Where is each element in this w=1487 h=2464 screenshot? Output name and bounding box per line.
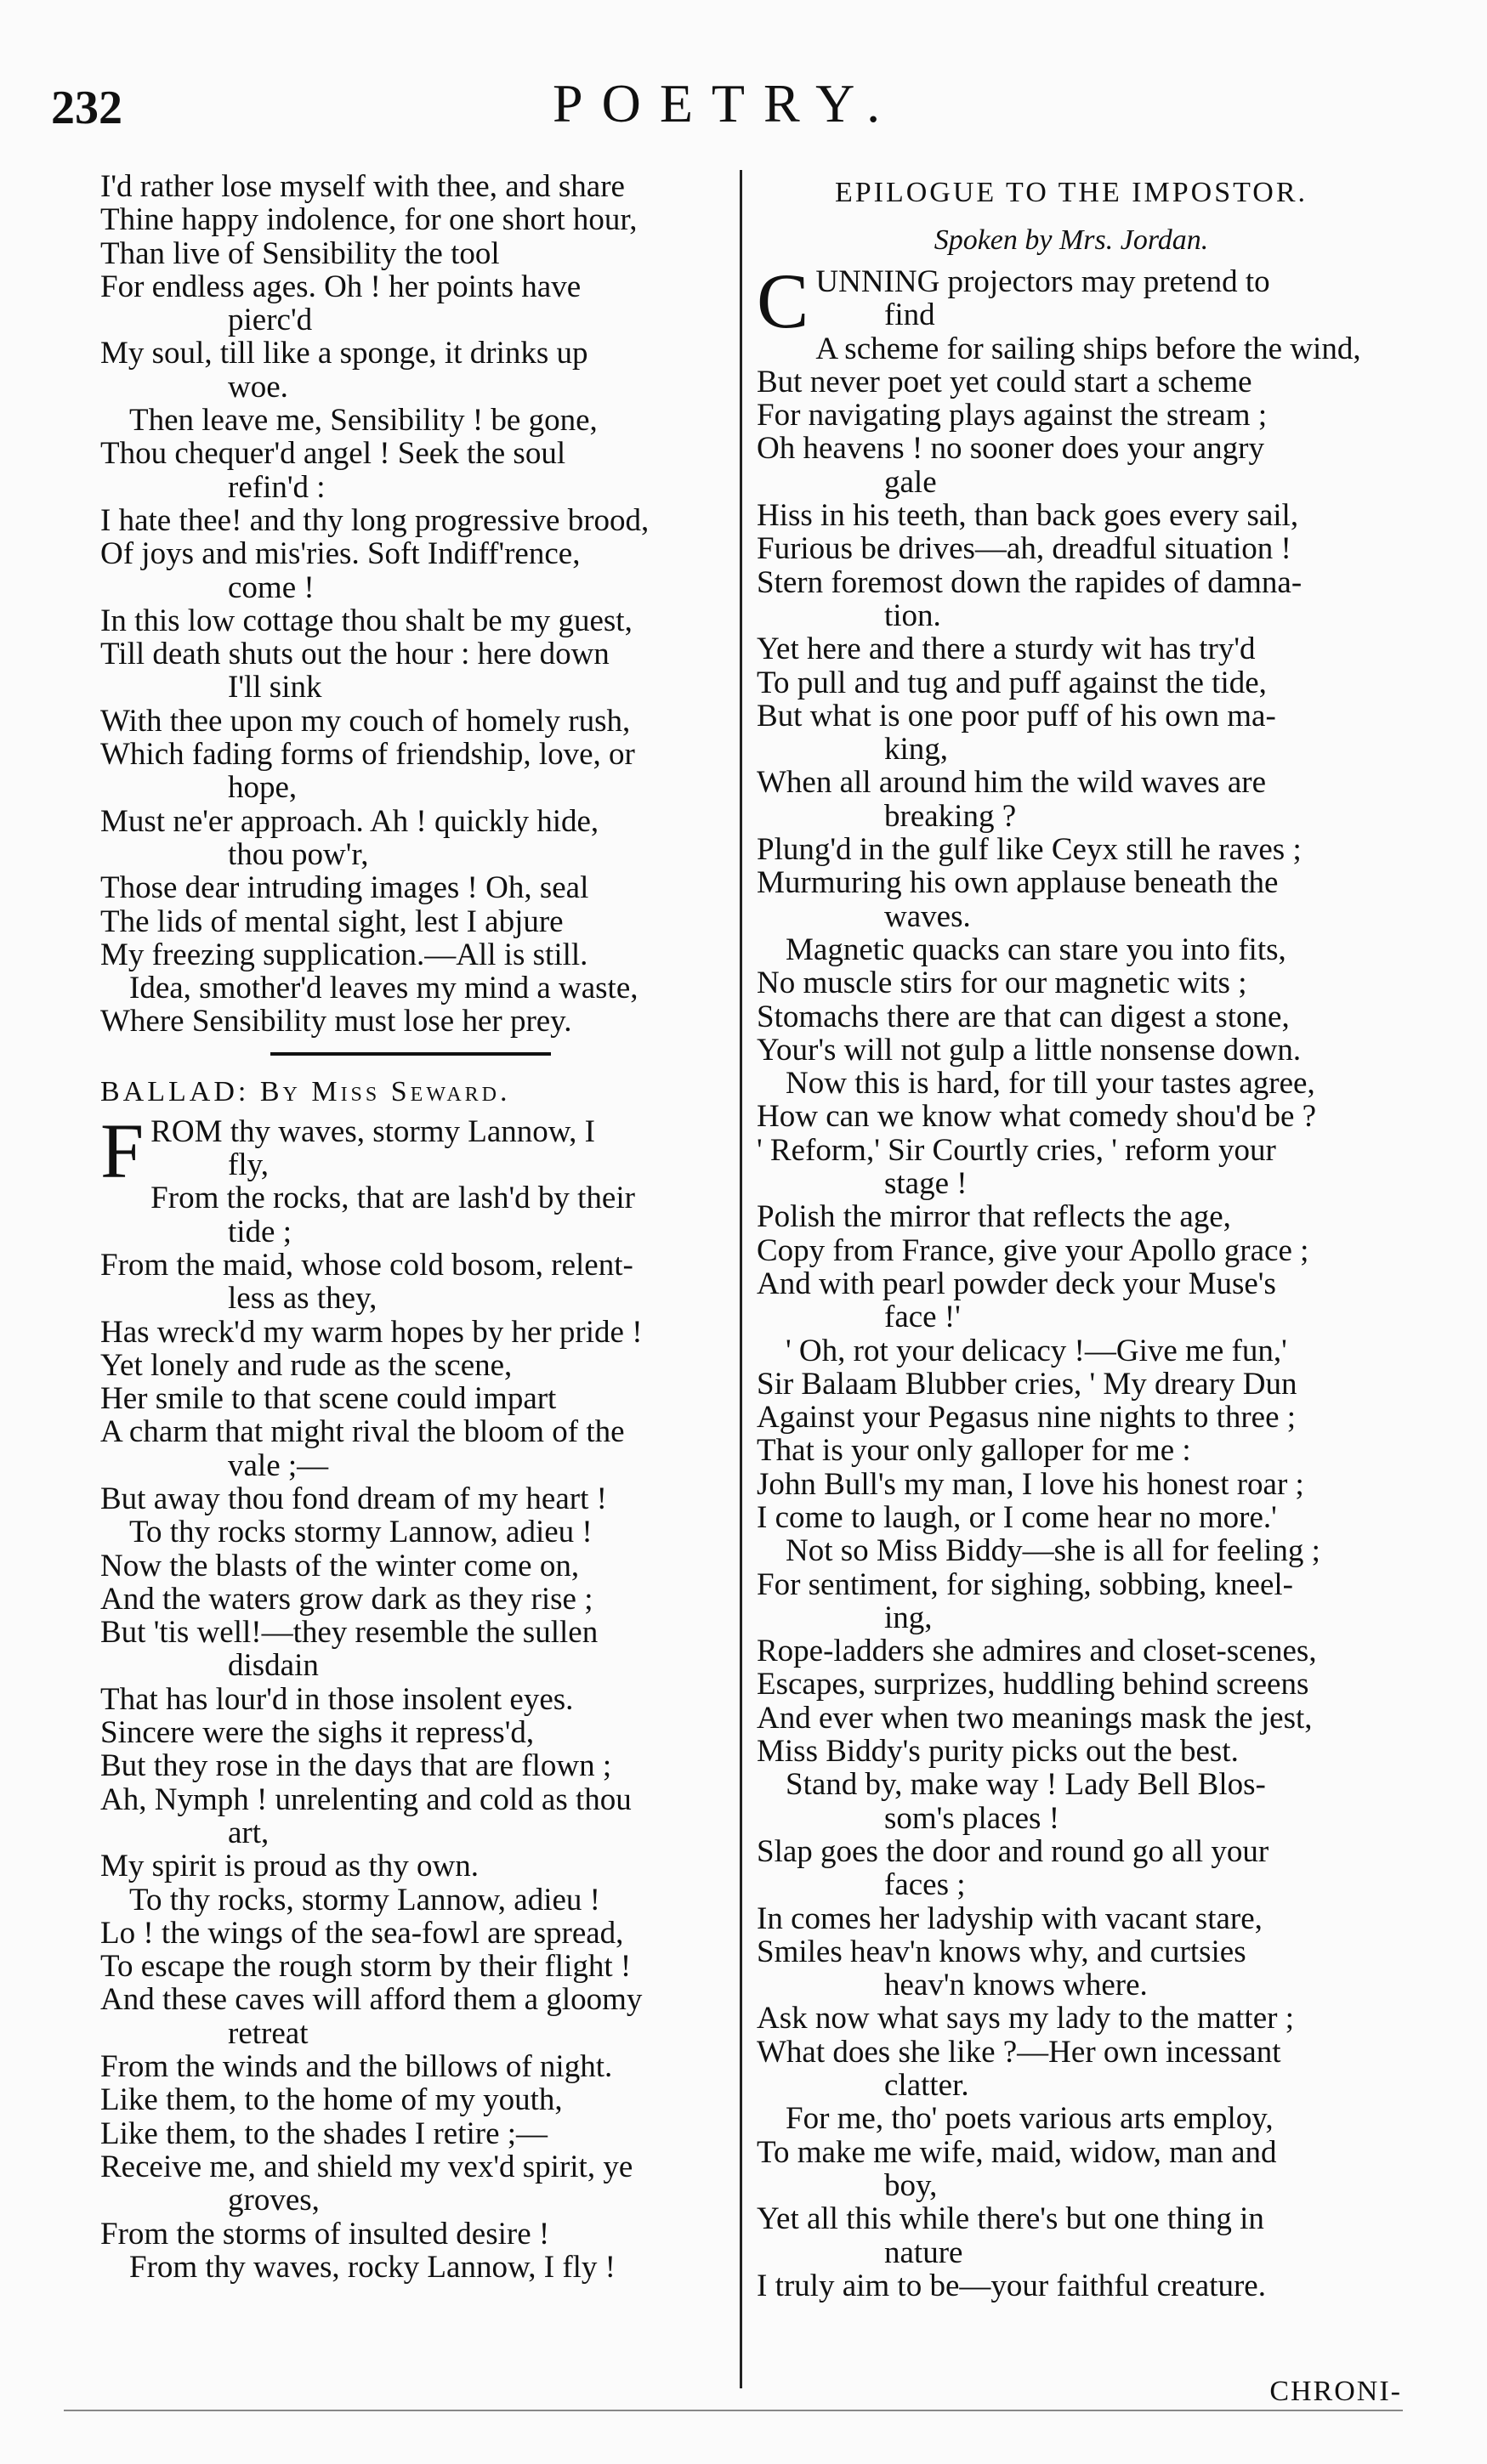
epilogue-line: I truly aim to be—your faithful creature. — [757, 2268, 1266, 2303]
ballad-line: Like them, to the home of my youth, — [100, 2082, 563, 2118]
epilogue-subtitle: Spoken by Mrs. Jordan. — [934, 224, 1209, 256]
ballad-line: That has lour'd in those insolent eyes. — [100, 1681, 574, 1717]
epilogue-line: Hiss in his teeth, than back goes every sail, — [757, 498, 1299, 534]
catchword: CHRONI- — [1269, 2376, 1402, 2407]
ballad-line: Her smile to that scene could impart — [100, 1381, 557, 1417]
epilogue-line: For me, tho' poets various arts employ, — [786, 2101, 1274, 2137]
epilogue-line: Against your Pegasus nine nights to three ; — [757, 1400, 1297, 1436]
epilogue-line: ing, — [884, 1600, 933, 1635]
epilogue-line: No muscle stirs for our magnetic wits ; — [757, 966, 1247, 1001]
ballad-line: From thy waves, rocky Lannow, I fly ! — [129, 2249, 616, 2285]
page-number: 232 — [51, 82, 122, 134]
ballad-title: BALLAD: — [100, 1075, 250, 1107]
epilogue-line: And ever when two meanings mask the jest, — [757, 1700, 1313, 1736]
epilogue-line: ' Oh, rot your delicacy !—Give me fun,' — [786, 1333, 1287, 1368]
right-column — [757, 170, 1386, 2303]
poem-line: refin'd : — [228, 469, 326, 505]
poem-line: I hate thee! and thy long progressive brood, — [100, 502, 650, 538]
epilogue-line: To pull and tug and puff against the tide, — [757, 665, 1267, 700]
epilogue-line: That is your only galloper for me : — [757, 1433, 1191, 1469]
ballad-line: tide ; — [228, 1214, 292, 1249]
epilogue-line: Sir Balaam Blubber cries, ' My dreary Dun — [757, 1366, 1297, 1402]
ballad-line: retreat — [228, 2015, 309, 2051]
poem-line: With thee upon my couch of homely rush, — [100, 703, 631, 739]
epilogue-line: faces ; — [884, 1867, 966, 1903]
ballad-line: Receive me, and shield my vex'd spirit, ye — [100, 2149, 633, 2184]
ballad-line: My spirit is proud as thy own. — [100, 1849, 480, 1884]
ballad-line: Like them, to the shades I retire ;— — [100, 2116, 548, 2151]
epilogue-line: Miss Biddy's purity picks out the best. — [757, 1734, 1239, 1770]
ballad-line: Now the blasts of the winter come on, — [100, 1548, 580, 1583]
poem-line: thou pow'r, — [228, 836, 369, 872]
ballad-line: Yet lonely and rude as the scene, — [100, 1347, 513, 1383]
epilogue-line: John Bull's my man, I love his honest roar ; — [757, 1466, 1304, 1502]
section-separator — [100, 1039, 729, 1069]
epilogue-line: Magnetic quacks can stare you into fits, — [786, 932, 1286, 967]
epilogue-line: I come to laugh, or I come hear no more.' — [757, 1499, 1277, 1535]
poem-line: Till death shuts out the hour : here down — [100, 637, 610, 672]
ballad-line: fly, — [228, 1147, 269, 1183]
poem-line: Thou chequer'd angel ! Seek the soul — [100, 436, 566, 472]
poem-line: Which fading forms of friendship, love, or — [100, 737, 635, 773]
epilogue-line: Plung'd in the gulf like Ceyx still he raves ; — [757, 832, 1302, 868]
epilogue-line: For navigating plays against the stream ; — [757, 398, 1268, 433]
poem-line: I'll sink — [228, 670, 322, 705]
epilogue-line: nature — [884, 2235, 963, 2270]
poem-line: I'd rather lose myself with thee, and share — [100, 169, 625, 204]
epilogue-line: Your's will not gulp a little nonsense down. — [757, 1032, 1302, 1068]
page-header — [51, 72, 1377, 149]
ballad-line: From the winds and the billows of night. — [100, 2049, 613, 2085]
poem-line: pierc'd — [228, 303, 313, 338]
ballad-line: From the storms of insulted desire ! — [100, 2216, 550, 2252]
epilogue-line: find — [884, 297, 935, 333]
ballad-line: To escape the rough storm by their flight ! — [100, 1949, 632, 1985]
epilogue-line: face !' — [884, 1300, 961, 1335]
epilogue-line: But never poet yet could start a scheme — [757, 364, 1252, 399]
ballad-line: But 'tis well!—they resemble the sullen — [100, 1615, 599, 1651]
column-divider — [740, 170, 742, 2388]
epilogue-line: boy, — [884, 2167, 938, 2203]
epilogue-line: In comes her ladyship with vacant stare, — [757, 1900, 1263, 1936]
epilogue-line: To make me wife, maid, widow, man and — [757, 2134, 1277, 2170]
epilogue-line: Slap goes the door and round go all your — [757, 1833, 1269, 1869]
epilogue-line: ' Reform,' Sir Courtly cries, ' reform your — [757, 1132, 1276, 1168]
epilogue-line: Copy from France, give your Apollo grace ; — [757, 1232, 1309, 1268]
epilogue-line: A scheme for sailing ships before the wind, — [815, 331, 1361, 366]
poem-line: My freezing supplication.—All is still. — [100, 937, 588, 972]
poem-line: Those dear intruding images ! Oh, seal — [100, 870, 589, 906]
ballad-line: To thy rocks, stormy Lannow, adieu ! — [129, 1882, 601, 1917]
epilogue-line: Yet all this while there's but one thing in — [757, 2201, 1264, 2237]
ballad-line: But they rose in the days that are flown ; — [100, 1748, 612, 1784]
epilogue-line: How can we know what comedy shou'd be ? — [757, 1099, 1317, 1135]
epilogue-title: EPILOGUE TO THE IMPOSTOR. — [834, 177, 1308, 208]
epilogue-line: Murmuring his own applause beneath the — [757, 865, 1279, 901]
epilogue-line: Stern foremost down the rapides of damna- — [757, 564, 1303, 600]
ballad-lines — [100, 1148, 729, 2284]
epilogue-line: And with pearl powder deck your Muse's — [757, 1266, 1276, 1301]
poem-line: For endless ages. Oh ! her points have — [100, 269, 582, 304]
epilogue-line: clatter. — [884, 2068, 969, 2104]
ballad-line: disdain — [228, 1648, 319, 1684]
poem-line: My soul, till like a sponge, it drinks up — [100, 336, 588, 371]
poem-line: Thine happy indolence, for one short hour, — [100, 202, 638, 238]
epilogue-line: Yet here and there a sturdy wit has try'd — [757, 632, 1256, 667]
poem-line: come ! — [228, 569, 315, 605]
poem-line: Must ne'er approach. Ah ! quickly hide, — [100, 803, 599, 839]
epilogue-line: Stomachs there are that can digest a stone, — [757, 999, 1290, 1034]
epilogue-line: king, — [884, 732, 949, 768]
ballad-line: And the waters grow dark as they rise ; — [100, 1581, 593, 1617]
ballad-line: From the rocks, that are lash'd by their — [150, 1181, 635, 1216]
epilogue-line: som's places ! — [884, 1800, 1060, 1836]
epilogue-line: Now this is hard, for till your tastes agree, — [786, 1066, 1315, 1102]
ballad-line: groves, — [228, 2183, 320, 2218]
ballad-line: Lo ! the wings of the sea-fowl are spread, — [100, 1915, 624, 1951]
ballad-line: Sincere were the sighs it repress'd, — [100, 1715, 535, 1751]
epilogue-line: stage ! — [884, 1166, 968, 1202]
epilogue-line: heav'n knows where. — [884, 1968, 1148, 2003]
epilogue-line: What does she like ?—Her own incessant — [757, 2034, 1281, 2070]
ballad-dropcap: F — [100, 1107, 145, 1194]
ballad-line: Has wreck'd my warm hopes by her pride ! — [100, 1314, 643, 1350]
ballad-line: art, — [228, 1815, 270, 1850]
ballad-first-line-text: ROM thy waves, stormy Lannow, I — [150, 1113, 595, 1149]
epilogue-line: waves. — [884, 898, 971, 934]
epilogue-line: Smiles heav'n knows why, and curtsies — [757, 1934, 1246, 1969]
running-title: POETRY. — [553, 73, 900, 133]
epilogue-line: Escapes, surprizes, huddling behind screens — [757, 1667, 1309, 1702]
ballad-line: Ah, Nymph ! unrelenting and cold as thou — [100, 1781, 632, 1817]
epilogue-line: Oh heavens ! no sooner does your angry — [757, 431, 1264, 467]
ballad-line: And these caves will afford them a gloomy — [100, 1982, 643, 2018]
ballad-line: less as they, — [228, 1281, 377, 1317]
epilogue-line: But what is one poor puff of his own ma- — [757, 698, 1276, 734]
poem-line: Idea, smother'd leaves my mind a waste, — [129, 971, 639, 1006]
epilogue-line: Not so Miss Biddy—she is all for feeling ; — [786, 1533, 1320, 1569]
poem-line: Where Sensibility must lose her prey. — [100, 1004, 572, 1039]
ballad-line: vale ;— — [228, 1447, 329, 1483]
epilogue-line: Rope-ladders she admires and closet-scenes, — [757, 1634, 1317, 1669]
epilogue-line: breaking ? — [884, 798, 1017, 834]
epilogue-lines — [757, 298, 1386, 2303]
epilogue-line: gale — [884, 464, 937, 500]
epilogue-line: Polish the mirror that reflects the age, — [757, 1199, 1231, 1235]
poem-line: Of joys and mis'ries. Soft Indiff'rence, — [100, 536, 581, 572]
ballad-line: To thy rocks stormy Lannow, adieu ! — [129, 1515, 593, 1550]
poem-continued — [100, 170, 729, 1039]
poem-line: In this low cottage thou shalt be my guest, — [100, 603, 633, 638]
epilogue-line: Furious be drives—ah, dreadful situation ! — [757, 531, 1291, 567]
poem-line: The lids of mental sight, lest I abjure — [100, 903, 564, 939]
ballad-author: By Miss Seward. — [259, 1075, 511, 1107]
epilogue-line: For sentiment, for sighing, sobbing, kneel- — [757, 1566, 1293, 1602]
poem-line: Than live of Sensibility the tool — [100, 235, 500, 271]
epilogue-dropcap: C — [757, 258, 809, 344]
epilogue-line: tion. — [884, 598, 941, 633]
ballad-heading — [100, 1069, 729, 1115]
bottom-rule — [64, 2410, 1403, 2411]
epilogue-line: When all around him the wild waves are — [757, 765, 1266, 801]
epilogue-line: Stand by, make way ! Lady Bell Blos- — [786, 1767, 1266, 1803]
poem-line: hope, — [228, 770, 298, 806]
poem-line: Then leave me, Sensibility ! be gone, — [129, 403, 598, 439]
poem-line: woe. — [228, 369, 288, 405]
epilogue-first-line-text: UNNING projectors may pretend to — [815, 264, 1270, 299]
ballad-line: But away thou fond dream of my heart ! — [100, 1481, 607, 1516]
left-column — [100, 170, 729, 2284]
ballad-line: A charm that might rival the bloom of the — [100, 1414, 625, 1450]
epilogue-line: Ask now what says my lady to the matter ; — [757, 2001, 1294, 2036]
ballad-line: From the maid, whose cold bosom, relent- — [100, 1247, 633, 1283]
